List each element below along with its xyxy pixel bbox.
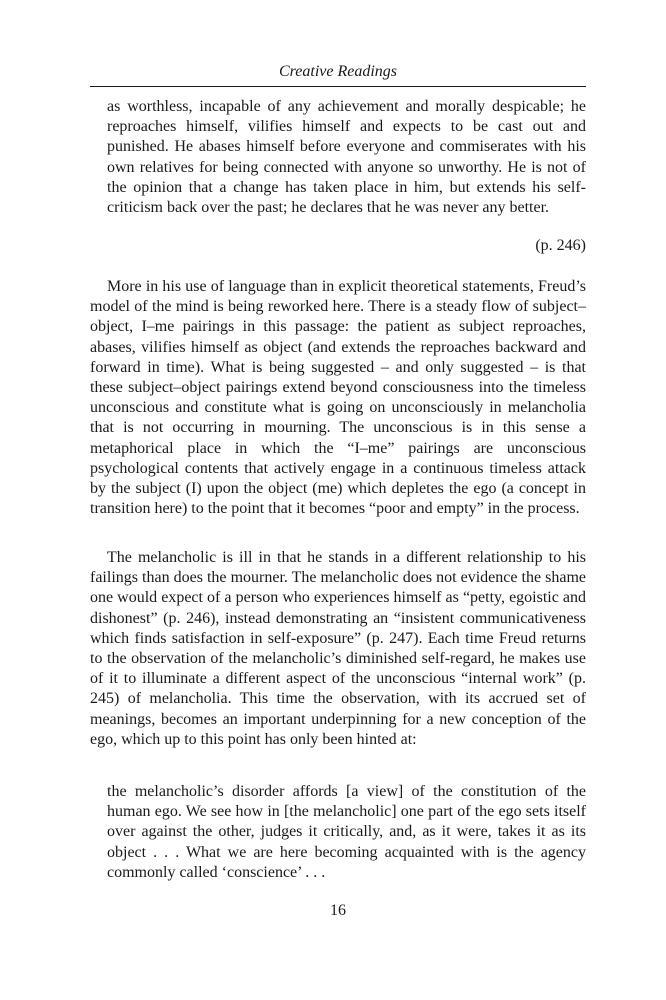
block-quote: the melancholic’s disorder affords [a view] of the constitution of the human ego. We see how in [the melancholic] one part of the ego sets itself over against the other, judges it critically, and, as it were, takes it as its object . . . What we are here becoming acquainted with is the agency commonly called ‘conscience’ . . . xyxy=(107,783,586,881)
header-rule xyxy=(90,86,586,87)
body-paragraph: More in his use of language than in explicit theoretical statements, Freud’s model of the mind is being reworked here. There is a steady flow of subject–object, I–me pairings in this passage: the patient as subject reproaches, abases, vilifies himself as object (and extends the reproaches backward and forward in time). What is being suggested – and only suggested – is that these subject–object pairings extend beyond consciousness into the timeless unconscious and constitute what is going on unconsciously in melancholia that is not occurring in mourning. The unconscious is in this sense a metaphorical place in which the “I–me” pairings are unconscious psychological contents that actively engage in a continuous timeless attack by the subject (I) upon the object (me) which depletes the ego (a concept in transition here) to the point that it becomes “poor and empty” in the process. xyxy=(90,278,586,518)
page-number: 16 xyxy=(330,902,346,919)
running-header: Creative Readings xyxy=(278,63,398,80)
quote-citation: (p. 246) xyxy=(535,237,586,254)
block-quote: as worthless, incapable of any achievement and morally despicable; he reproaches himself, vilifies himself and expects to be cast out and punished. He abases himself before everyone and commiserates with his own relatives for being connected with anyone so unworthy. He is not of the opinion that a change has taken place in him, but extends his self-criticism back over the past; he declares that he was never any better. xyxy=(107,98,586,217)
body-paragraph: The melancholic is ill in that he stands in a different relationship to his failings than does the mourner. The melancholic does not evidence the shame one would expect of a person who experiences himself as “petty, egoistic and dishonest” (p. 246), instead demonstrating an “insistent communicativeness which finds satisfaction in self-exposure” (p. 247). Each time Freud returns to the observation of the melancholic’s diminished self-regard, he makes use of it to illuminate a different aspect of the unconscious “internal work” (p. 245) of melancholia. This time the observation, with its accrued set of meanings, becomes an important underpinning for a new conception of the ego, which up to this point has only been hinted at: xyxy=(90,549,586,748)
